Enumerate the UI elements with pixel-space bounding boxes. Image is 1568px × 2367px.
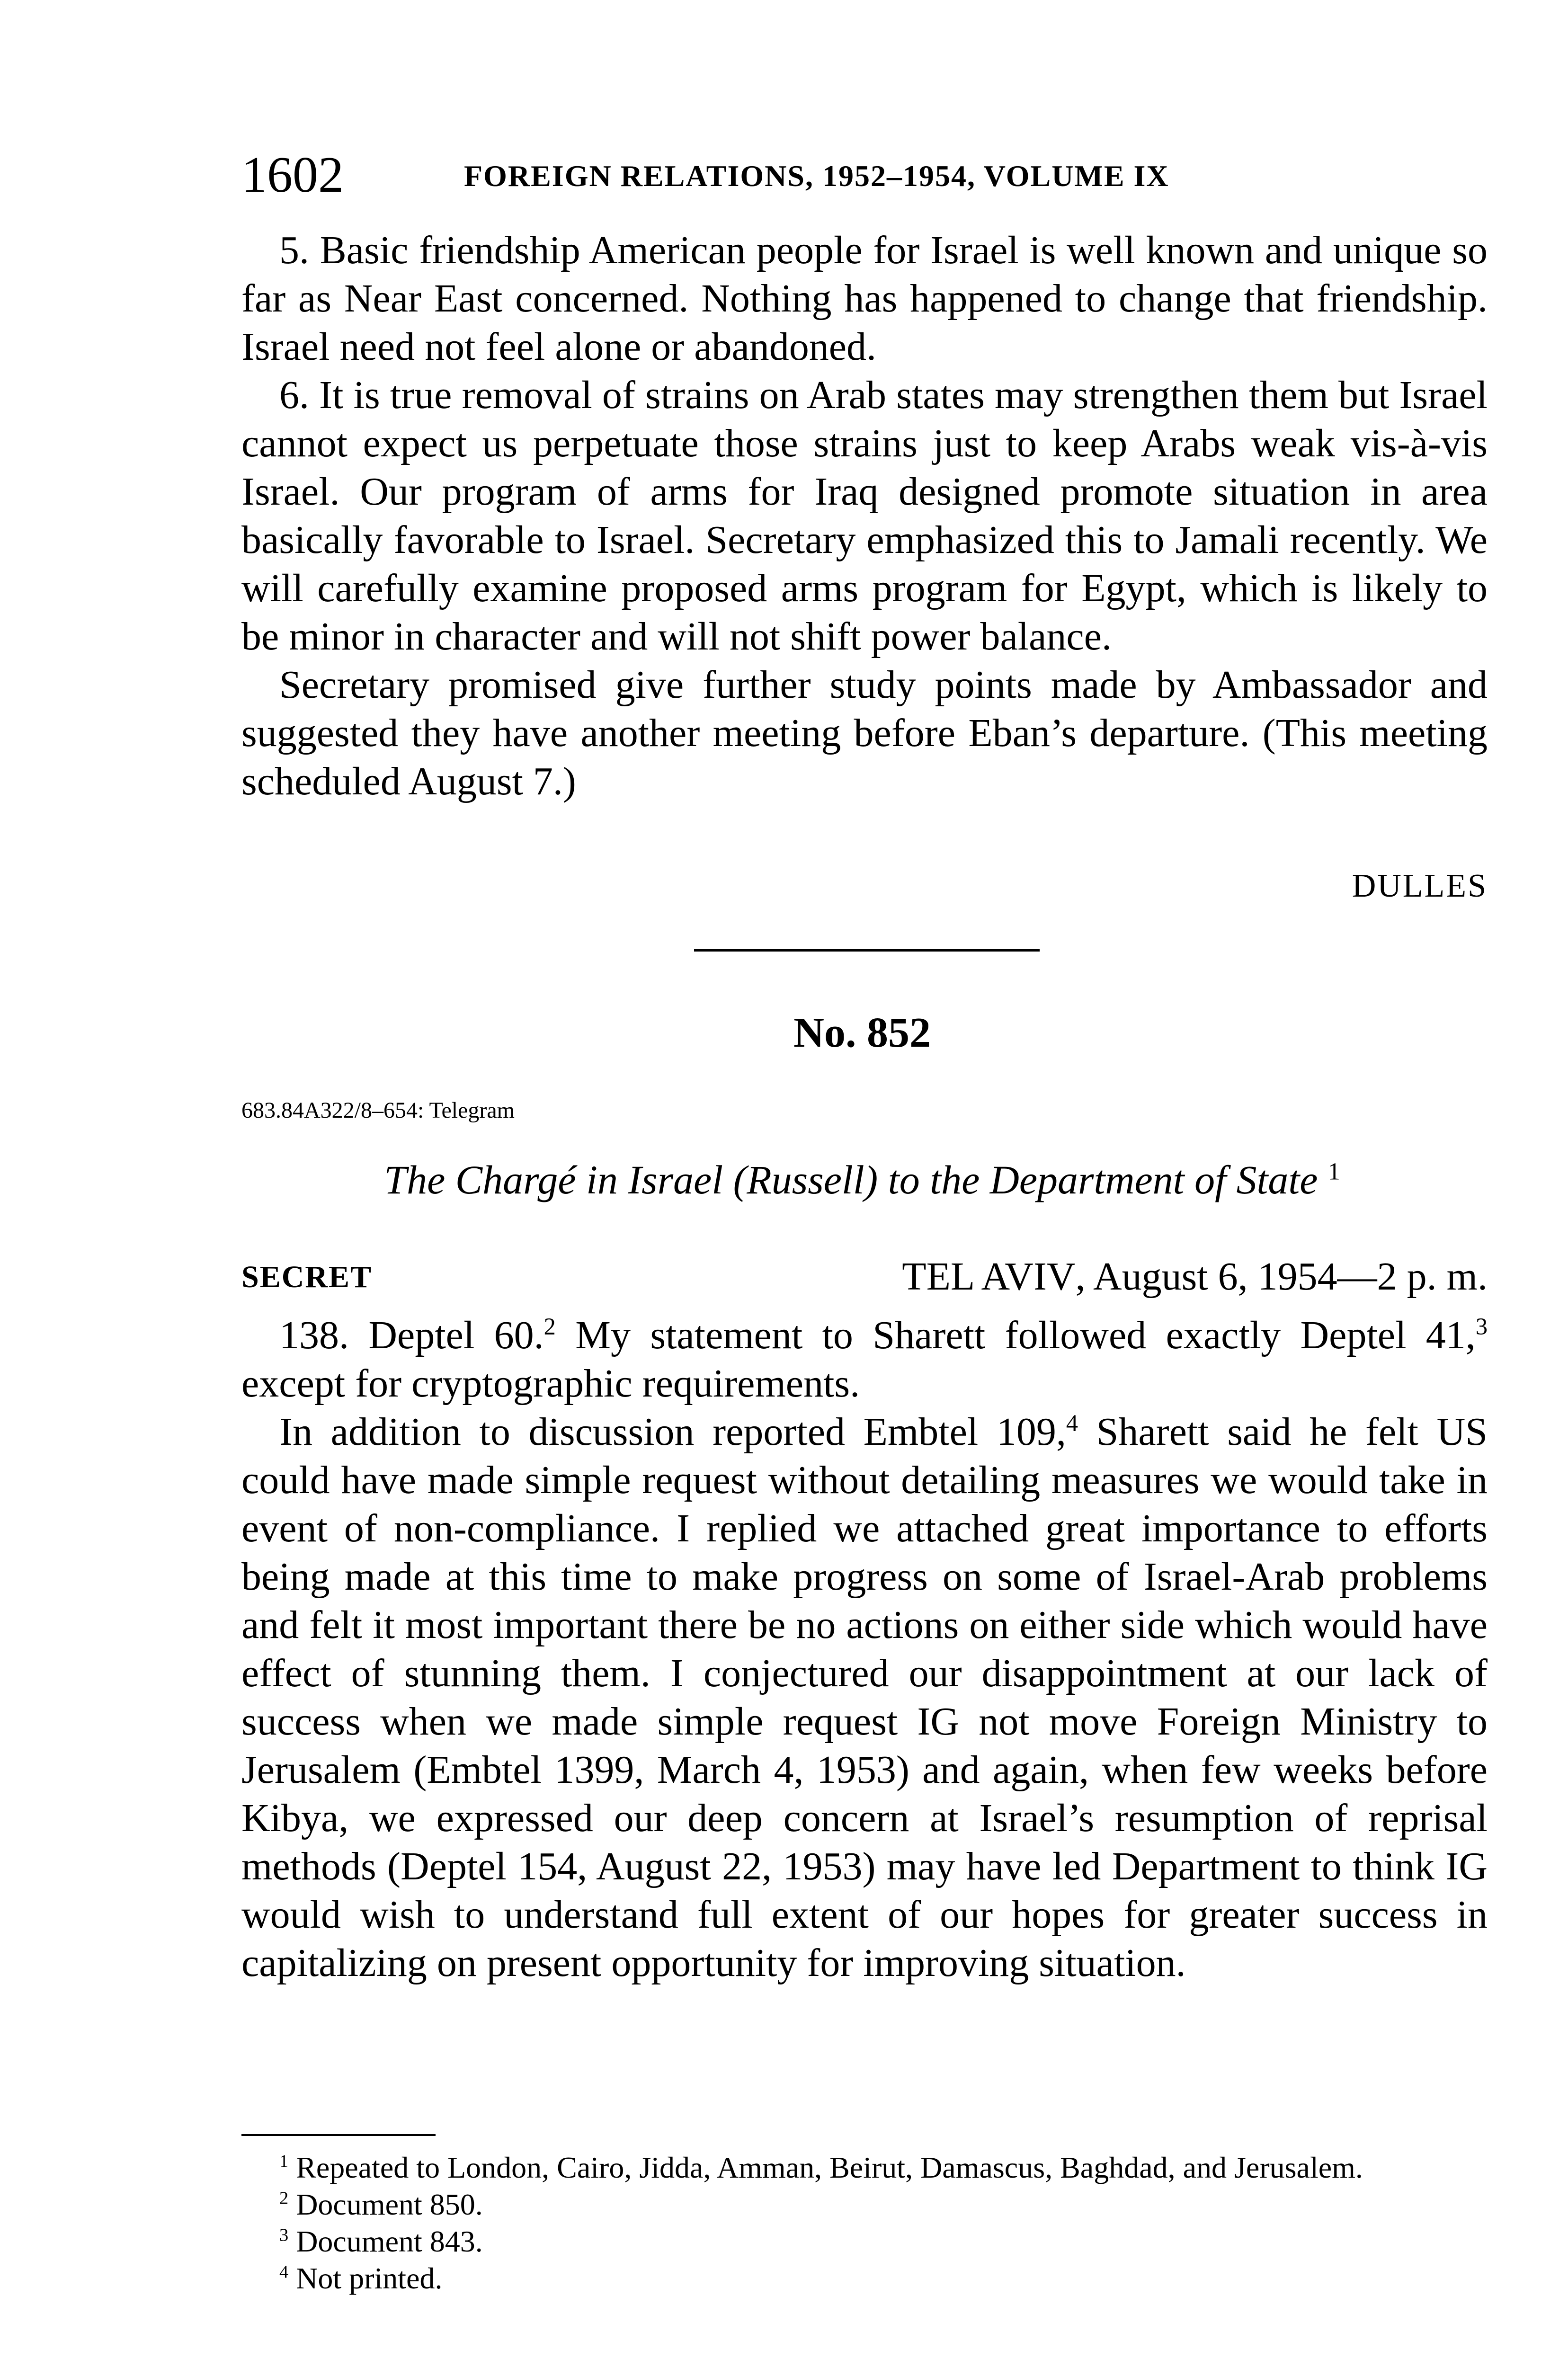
- previous-document-text: [241, 226, 1488, 806]
- footnote: $^4$ Not printed.: [279, 2261, 443, 2295]
- footnote: $^1$ Repeated to London, Cairo, Jidda, Amman, Beirut, Damascus, Baghdad, and Jerusalem.: [279, 2151, 1363, 2184]
- footnote: $^3$ Document 843.: [279, 2225, 483, 2258]
- telegram-text: [241, 1311, 1488, 1987]
- telegram-paragraph-1: 138. Deptel 60.$^2$ My statement to Sharett followed exactly Deptel 41,$^3$ except for cryptographic requirements.: [241, 1313, 1488, 1406]
- page-header: [241, 142, 1488, 208]
- document-number: No. 852: [793, 1009, 931, 1056]
- telegram-paragraph-2: In addition to discussion reported Embtel 109,$^4$ Sharett said he felt US could have made simple request without detailing measures we would take in event of non-compliance. I replied we attached great importance to efforts being made at this time to make progress on some of Israel-Arab problems and felt it most important there be no actions on either side which would have effect of stunning them. I conjectured our disappointment at our lack of success when we made simple request IG not move Foreign Ministry to Jerusalem (Embtel 1399, March 4, 1953) and again, when few weeks before Kibya, we expressed our deep concern at Israel’s resumption of reprisal methods (Deptel 154, August 22, 1953) may have led Department to think IG would wish to understand full extent of our hopes for greater success in capitalizing on present opportunity for improving situation.: [241, 1410, 1488, 1985]
- paragraph-5: 5. Basic friendship American people for Israel is well known and unique so far as Near East concerned. Nothing has happened to change that friendship. Israel need not feel alone or abandoned.: [241, 228, 1488, 369]
- section-divider: [694, 949, 1040, 952]
- place: TEL AVIV: [902, 1255, 1076, 1299]
- footnote-divider: [241, 2134, 436, 2136]
- closing-paragraph: Secretary promised give further study points made by Ambassador and suggested they have another meeting before Eban’s departure. (This meeting scheduled August 7.): [241, 663, 1488, 803]
- date: , August 6, 1954—2 p. m.: [1075, 1255, 1488, 1299]
- signature: DULLES: [1352, 868, 1488, 904]
- footnotes: [241, 2149, 1488, 2297]
- footnote-ref-1: 1: [1327, 1158, 1340, 1185]
- place-date-line: [902, 1254, 1488, 1299]
- footnote-ref-3: 3: [1475, 1313, 1488, 1340]
- footnote-ref-2: 2: [543, 1313, 556, 1340]
- page-number: 1602: [241, 147, 344, 203]
- running-head: FOREIGN RELATIONS, 1952–1954, VOLUME IX: [464, 159, 1169, 193]
- file-reference: 683.84A322/8–654: Telegram: [241, 1098, 515, 1123]
- classification-label: SECRET: [241, 1260, 373, 1294]
- document-title-text: The Chargé in Israel (Russell) to the Department of State: [384, 1157, 1318, 1202]
- footnote: $^2$ Document 850.: [279, 2188, 483, 2221]
- paragraph-6: 6. It is true removal of strains on Arab states may strengthen them but Israel cannot expect us perpetuate those strains just to keep Arabs weak vis-à-vis Israel. Our program of arms for Iraq designed promote situation in area basically favorable to Israel. Secretary emphasized this to Jamali recently. We will carefully examine proposed arms program for Egypt, which is likely to be minor in character and will not shift power balance.: [241, 373, 1488, 658]
- footnote-ref-4: 4: [1066, 1410, 1078, 1436]
- document-title: [0, 1156, 1568, 1203]
